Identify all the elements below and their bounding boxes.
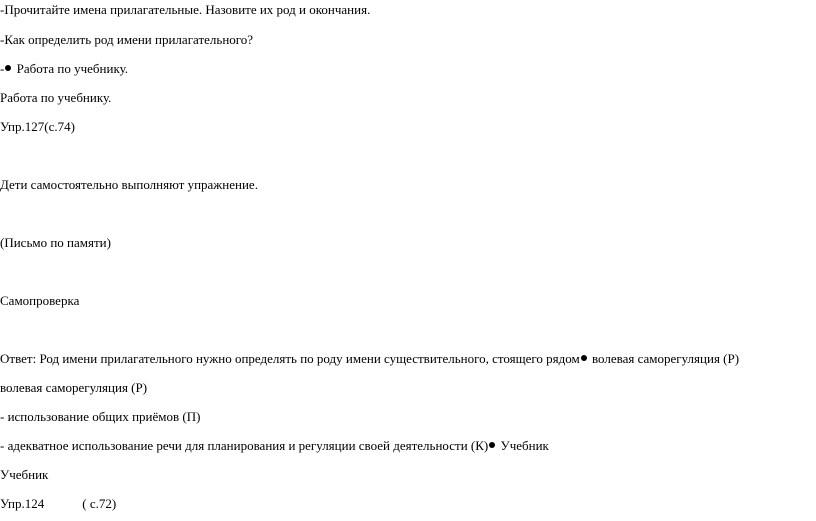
- text-line-question-2: -Как определить род имени прилагательного?: [0, 32, 254, 47]
- textbook-label: Учебник: [497, 438, 549, 453]
- answer-text: Ответ: Род имени прилагательного нужно определять по роду имени существительного, стоящего рядом: [0, 351, 580, 366]
- exercise-number: Упр.124: [0, 496, 45, 511]
- text-line-question-1: -Прочитайте имена прилагательные. Назовите их род и окончания.: [0, 2, 371, 17]
- text-line-self-regulation: волевая саморегуляция (Р): [0, 380, 148, 395]
- text-line-answer: [0, 351, 739, 367]
- dash-prefix: -: [0, 61, 5, 76]
- textbook-work-label: Работа по учебнику.: [13, 61, 129, 76]
- text-line-textbook-work-bullet: [0, 61, 128, 77]
- text-line-memory-writing: (Письмо по памяти): [0, 235, 111, 250]
- bullet-icon: [581, 355, 587, 361]
- text-line-speech-usage: [0, 438, 549, 454]
- text-line-self-check: Самопроверка: [0, 293, 80, 308]
- text-line-textbook-work: Работа по учебнику.: [0, 90, 112, 105]
- text-line-independent-work: Дети самостоятельно выполняют упражнение.: [0, 177, 258, 192]
- text-line-exercise-124: [0, 496, 116, 512]
- bullet-icon: [489, 442, 495, 448]
- self-regulation-label: волевая саморегуляция (Р): [588, 351, 740, 366]
- text-line-textbook: Учебник: [0, 467, 49, 482]
- text-line-exercise-127: Упр.127(с.74): [0, 119, 75, 134]
- text-line-general-methods: - использование общих приёмов (П): [0, 409, 201, 424]
- bullet-icon: [5, 65, 11, 71]
- speech-usage-text: - адекватное использование речи для планирования и регуляции своей деятельности (К): [0, 438, 489, 453]
- exercise-page: ( с.72): [82, 496, 117, 511]
